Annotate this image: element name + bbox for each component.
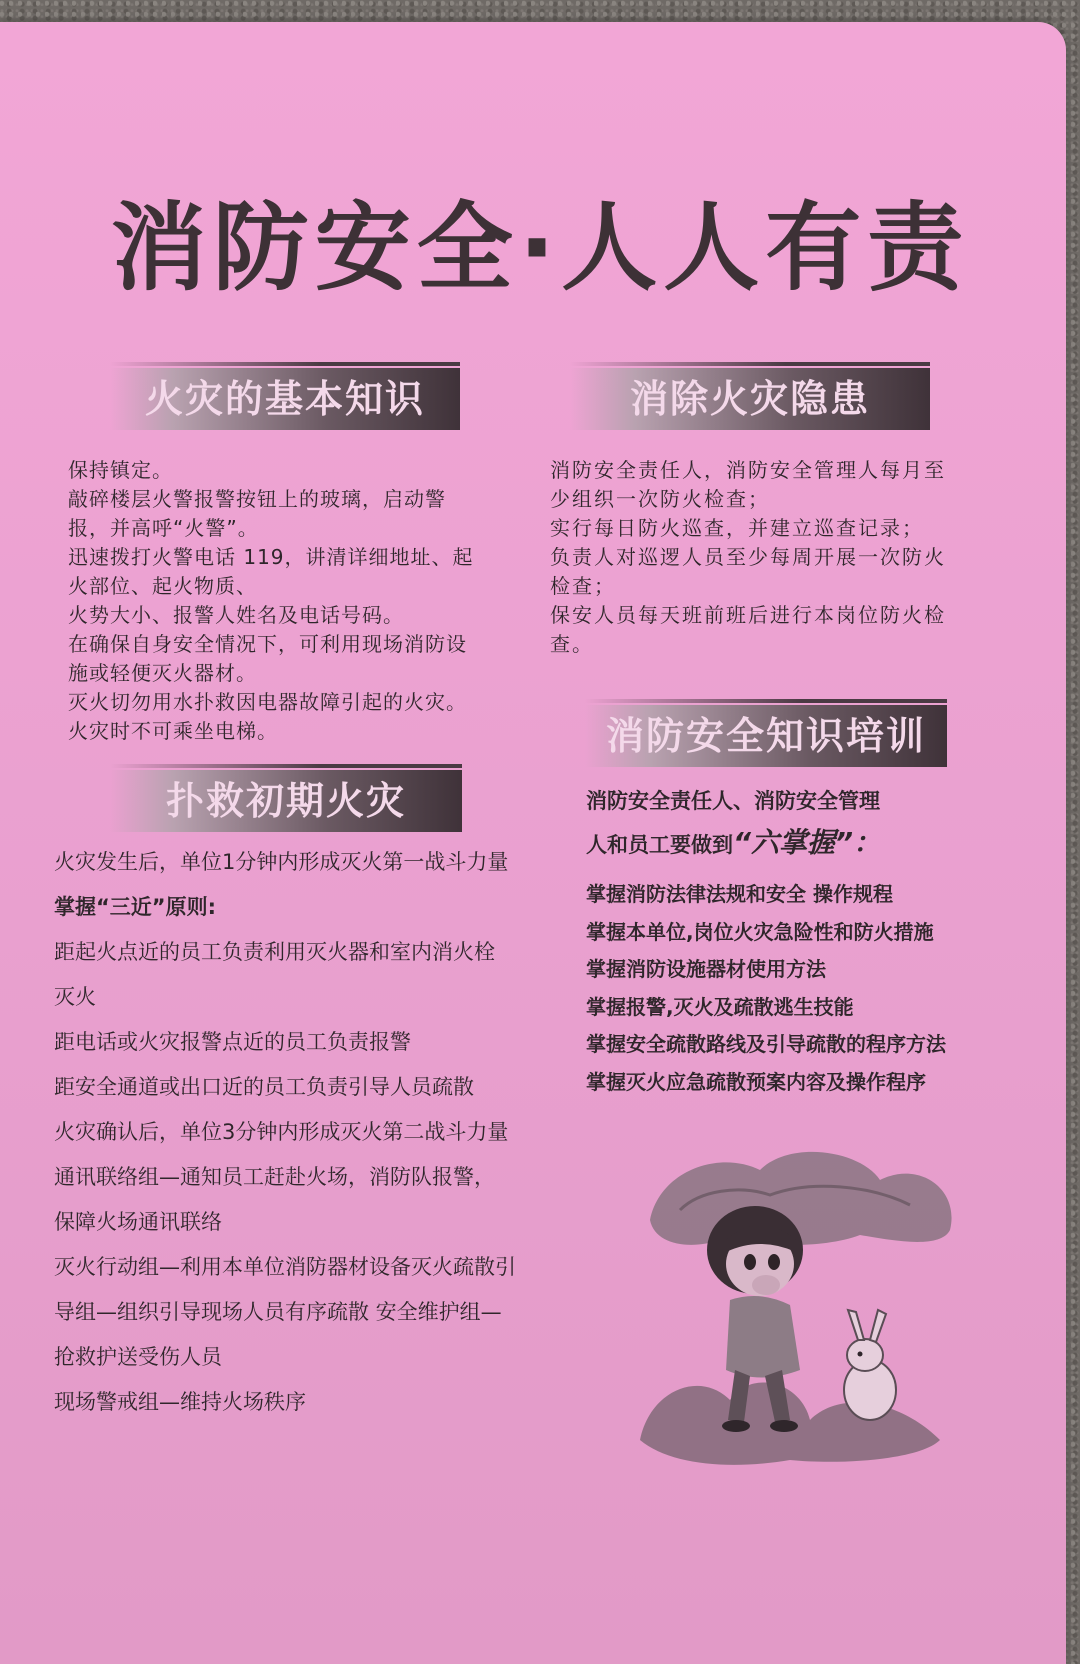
safety-training-text: [586, 780, 1026, 1101]
text-line: 距安全通道或出口近的员工负责引导人员疏散: [54, 1075, 474, 1099]
text-line: 敲碎楼层火警报警按钮上的玻璃，启动警: [68, 487, 446, 511]
section-heading-safety-training: 消防安全知识培训: [585, 705, 947, 767]
list-item: 掌握报警,灭火及疏散逃生技能: [586, 994, 854, 1019]
eliminate-hazards-text: [550, 456, 990, 659]
list-item: 掌握安全疏散路线及引导疏散的程序方法: [586, 1032, 946, 1056]
text-line: 消防安全责任人，消防安全管理人每月至: [550, 458, 946, 482]
text-line: 现场警戒组—维持火场秩序: [54, 1390, 306, 1414]
text-line: 实行每日防火巡查，并建立巡查记录；: [550, 516, 924, 540]
section-heading-basic-knowledge: 火灾的基本知识: [110, 368, 460, 430]
text-line: 负责人对巡逻人员至少每周开展一次防火: [550, 545, 946, 569]
text-line: 保持镇定。: [68, 458, 173, 482]
page-title: 消防安全·人人有责: [110, 192, 970, 304]
text-line: 导组—组织引导现场人员有序疏散 安全维护组—: [54, 1300, 502, 1324]
text-line: 火灾发生后，单位1分钟内形成灭火第一战斗力量: [54, 850, 509, 874]
basic-knowledge-text: [68, 456, 528, 746]
list-item: 掌握消防设施器材使用方法: [586, 957, 826, 981]
text-line: 抢救护送受伤人员: [54, 1345, 222, 1369]
text-line: 少组织一次防火检查；: [550, 487, 770, 511]
training-intro-line: 消防安全责任人、消防安全管理: [586, 789, 880, 813]
text-line: 火灾时不可乘坐电梯。: [68, 719, 278, 743]
text-line: 灭火行动组—利用本单位消防器材设备灭火疏散引: [54, 1255, 516, 1279]
text-line: 火势大小、报警人姓名及电话号码。: [68, 603, 404, 627]
text-line: 检查；: [550, 574, 616, 598]
text-line: 灭火: [54, 985, 96, 1009]
section-heading-initial-fire: 扑救初期火灾: [110, 770, 462, 832]
text-line: 迅速拨打火警电话 119，讲清详细地址、起: [68, 545, 474, 569]
text-line: 报，并高呼“火警”。: [68, 516, 259, 540]
list-item: 掌握本单位,岗位火灾急险性和防火措施: [586, 919, 934, 944]
text-line: 距起火点近的员工负责利用灭火器和室内消火栓: [54, 940, 495, 964]
text-line: 掌握“三近”原则:: [54, 895, 217, 919]
text-line: 在确保自身安全情况下，可利用现场消防设: [68, 632, 467, 656]
text-line: 保障火场通讯联络: [54, 1210, 222, 1234]
initial-fire-text: [54, 840, 554, 1425]
text-line: 通讯联络组—通知员工赶赴火场，消防队报警，: [54, 1165, 495, 1189]
text-line: 查。: [550, 632, 594, 656]
six-masteries-emphasis: “六掌握”：: [733, 826, 882, 859]
training-intro-line: 人和员工要做到“六掌握”：: [586, 826, 882, 859]
section-heading-eliminate-hazards: 消除火灾隐患: [570, 368, 930, 430]
girl-in-smoke-illustration: [640, 1140, 960, 1470]
text-line: 距电话或火灾报警点近的员工负责报警: [54, 1030, 411, 1054]
list-item: 掌握消防法律法规和安全 操作规程: [586, 882, 893, 906]
text-line: 火部位、起火物质、: [68, 574, 257, 598]
text-line: 火灾确认后，单位3分钟内形成灭火第二战斗力量: [54, 1120, 509, 1144]
text-line: 灭火切勿用水扑救因电器故障引起的火灾。: [68, 690, 467, 714]
list-item: 掌握灭火应急疏散预案内容及操作程序: [586, 1069, 926, 1094]
text-line: 施或轻便灭火器材。: [68, 661, 257, 685]
text-line: 保安人员每天班前班后进行本岗位防火检: [550, 603, 946, 627]
